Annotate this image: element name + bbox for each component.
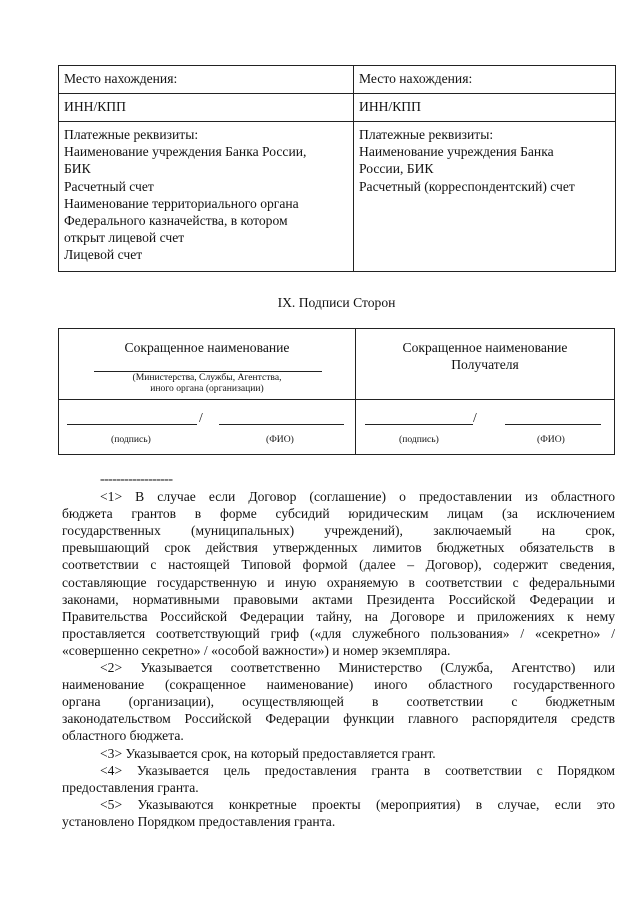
cell-line: ИНН/КПП [359, 99, 421, 114]
fio-line [219, 424, 344, 425]
cell-line: Место нахождения: [64, 71, 178, 86]
footnote-line: Правительства Российской Федерации тайну, на Договоре и приложениях к нему [62, 608, 615, 624]
right-party-header: Получателя [451, 357, 519, 372]
cell-line: Место нахождения: [359, 71, 473, 86]
signature-label: (подпись) [111, 434, 151, 445]
footnote-line: государственных (муниципальных) учреждений), заключаемый на срок, [62, 523, 615, 539]
cell-line: Лицевой счет [64, 247, 143, 263]
fio-label: (ФИО) [266, 434, 294, 445]
table-row [59, 66, 616, 94]
left-party-note: иного органа (организации) [150, 383, 264, 394]
table-cell [354, 122, 616, 272]
row-divider [59, 399, 614, 400]
right-party-header: Сокращенное наименование [402, 340, 568, 355]
fio-line [505, 424, 601, 425]
footnote-line: <1> В случае если Договор (соглашение) о предоставлении из областного [100, 489, 615, 504]
footnote-line: «совершенно секретно» / «особой важности») и номер экземпляра. [62, 642, 451, 658]
cell-line: Расчетный (корреспондентский) счет [359, 178, 575, 194]
footnote-line: проставляется соответствующий гриф («для служебного пользования» / «секретно» / [62, 625, 615, 641]
table-cell [354, 94, 616, 122]
cell-line: Платежные реквизиты: [64, 127, 199, 142]
footnote-line: превышающий срок действия утвержденных лимитов бюджетных обязательств в [62, 540, 615, 556]
footnote-line: предоставления гранта. [62, 779, 199, 795]
table-cell [354, 66, 616, 94]
footnote-line: установлено Порядком предоставления гранта. [62, 813, 336, 829]
cell-line: Платежные реквизиты: [359, 127, 494, 142]
fio-label: (ФИО) [537, 434, 565, 445]
footnote-line: законодательством Российской Федерации функции главного распорядителя средств [62, 711, 615, 727]
cell-line: ИНН/КПП [64, 99, 126, 114]
signature-label: (подпись) [399, 434, 439, 445]
footnote-line: наименование (сокращенное наименование) иного областного государственного [62, 677, 615, 693]
table-cell [59, 122, 354, 272]
footnote-line: органа (организации), осуществляющей в соответствии с бюджетным [62, 694, 615, 710]
footnote-line: областного бюджета. [62, 728, 184, 744]
slash: / [473, 410, 477, 425]
signature-line [67, 424, 197, 425]
left-party-header: Сокращенное наименование [124, 340, 290, 355]
table-cell [59, 94, 354, 122]
table-row [59, 94, 616, 122]
footnote-line: бюджета грантов в форме субсидий юридическим лицам (за исключением [62, 506, 615, 522]
table-cell [59, 66, 354, 94]
cell-line: Наименование территориального органа [64, 195, 299, 211]
cell-line: Наименование учреждения Банка России, [64, 144, 307, 160]
cell-line: Расчетный счет [64, 178, 154, 194]
requisites-table [58, 65, 616, 272]
table-row [59, 122, 616, 272]
cell-line: России, БИК [359, 161, 434, 177]
section-title: IX. Подписи Сторон [277, 295, 396, 310]
cell-line: БИК [64, 161, 91, 177]
cell-line: открыт лицевой счет [64, 230, 185, 246]
footnote-line: законами, нормативными правовыми актами Президента Российской Федерации и [62, 591, 615, 607]
footnote-line: <2> Указывается соответственно Министерство (Служба, Агентство) или [100, 660, 615, 675]
signature-line [365, 424, 473, 425]
left-party-note: (Министерства, Службы, Агентства, [132, 372, 282, 383]
footnote-line: соответствии с настоящей Типовой формой (далее – Договор), содержит сведения, [62, 557, 615, 573]
footnote-line: <5> Указываются конкретные проекты (мероприятия) в случае, если это [100, 796, 615, 812]
cell-line: Наименование учреждения Банка [359, 144, 554, 160]
slash: / [199, 410, 203, 425]
footnote-separator: ------------------ [100, 471, 173, 486]
footnote-line: составляющие государственную и иную охраняемую в соответствии с федеральными [62, 574, 615, 590]
footnote-line: <4> Указывается цель предоставления гранта в соответствии с Порядком [100, 762, 615, 778]
signatures-table [58, 328, 615, 455]
cell-line: Федерального казначейства, в котором [64, 213, 288, 229]
footnote-line: <3> Указывается срок, на который предоставляется грант. [100, 745, 436, 761]
